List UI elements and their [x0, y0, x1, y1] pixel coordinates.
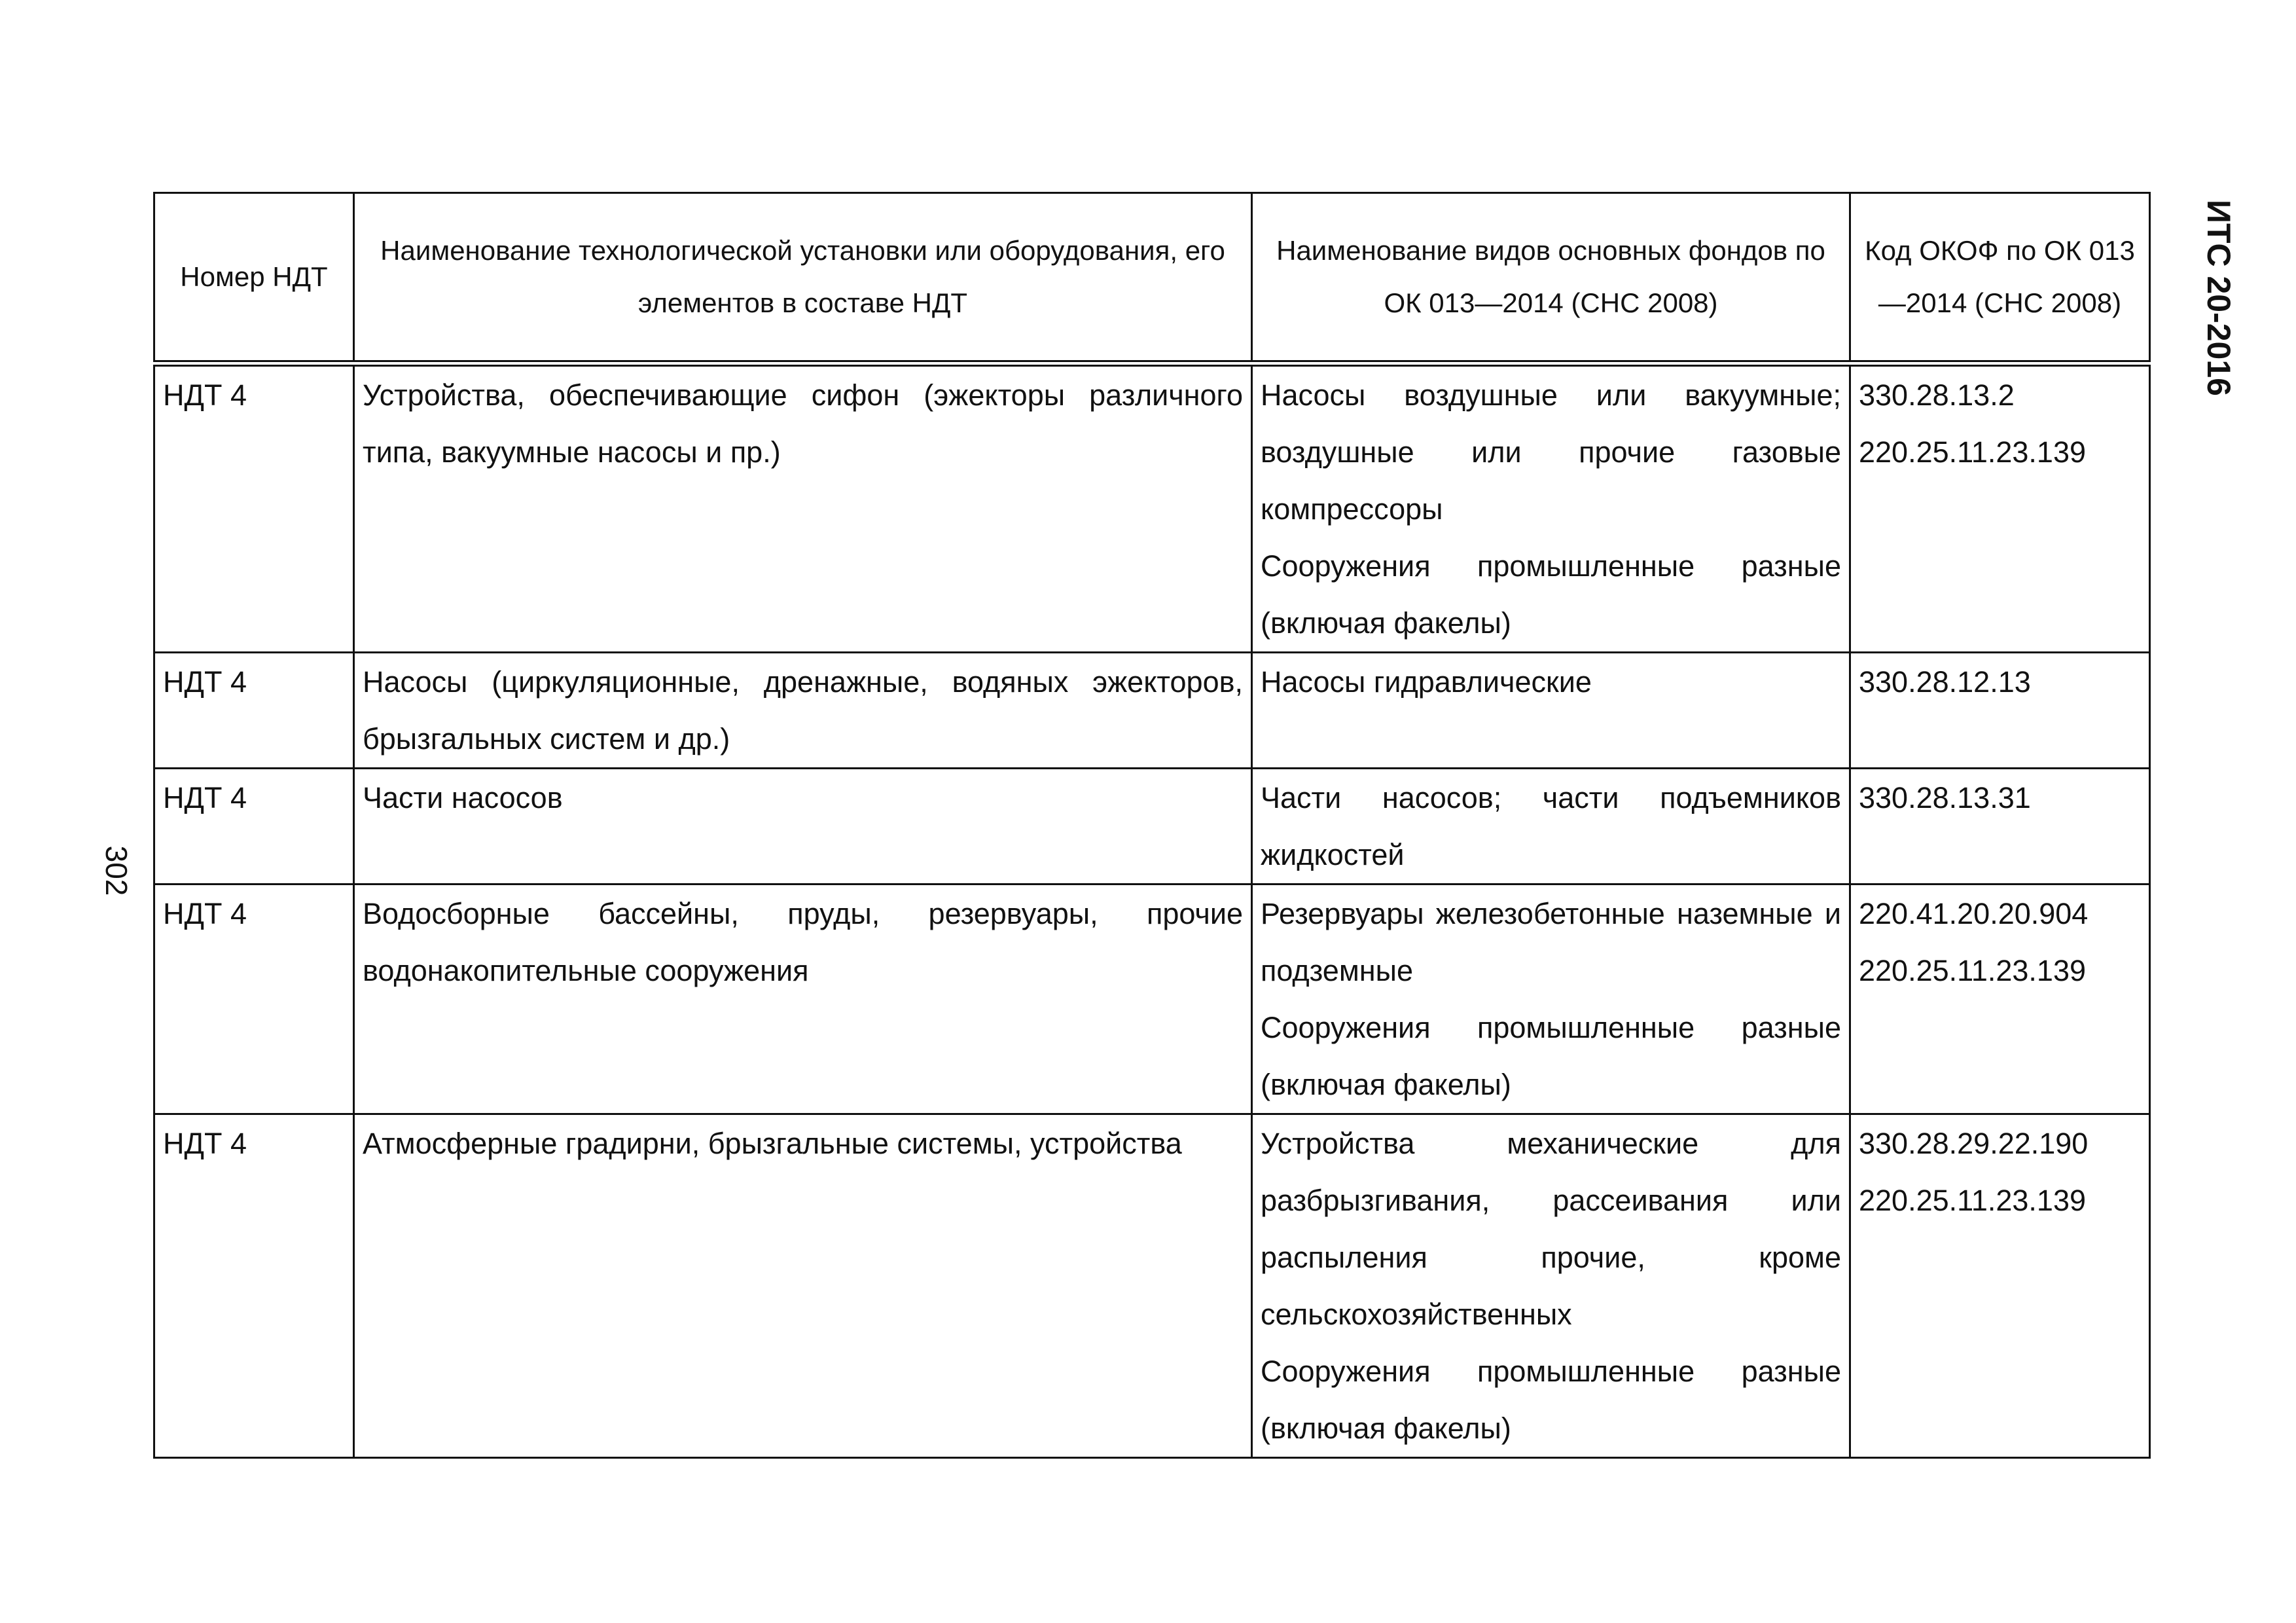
fund-types-cell [1252, 652, 1850, 768]
fund-type-line: Устройства механические для разбрызгивания, рассеивания или распыления прочие, кроме сельскохозяйственных [1261, 1126, 1841, 1331]
okof-code-cell [1850, 652, 2150, 768]
fund-types-cell [1252, 363, 1850, 653]
header-fund-types: Наименование видов основных фондов по ОК 013—2014 (СНС 2008) [1252, 193, 1850, 363]
equipment-cell: Насосы (циркуляционные, дренажные, водяных эжекторов, брызгальных систем и др.) [354, 652, 1252, 768]
okof-code-cell [1850, 363, 2150, 653]
fund-type-line: Сооружения промышленные разные (включая факелы) [1261, 1354, 1841, 1445]
ndt-equipment-table [153, 192, 2151, 1459]
ndt-number-cell: НДТ 4 [154, 1114, 354, 1457]
document-code: ИТС 20-2016 [2200, 200, 2237, 396]
okof-code-cell [1850, 884, 2150, 1114]
header-ndt-number: Номер НДТ [154, 193, 354, 363]
fund-type-line: Насосы гидравлические [1261, 665, 1592, 699]
okof-code-line: 330.28.13.2 [1859, 378, 2015, 412]
okof-code-cell [1850, 768, 2150, 884]
equipment-cell: Части насосов [354, 768, 1252, 884]
okof-code-line: 220.25.11.23.139 [1859, 1183, 2086, 1217]
table-header-row [154, 193, 2150, 363]
fund-types-cell [1252, 768, 1850, 884]
equipment-cell: Устройства, обеспечивающие сифон (эжекторы различного типа, вакуумные насосы и пр.) [354, 363, 1252, 653]
page-number: 302 [99, 845, 134, 896]
okof-code-cell [1850, 1114, 2150, 1457]
okof-code-line: 330.28.13.31 [1859, 780, 2031, 814]
fund-type-line: Резервуары железобетонные наземные и подземные [1261, 896, 1841, 987]
okof-code-line: 330.28.12.13 [1859, 665, 2031, 699]
table-row [154, 1114, 2150, 1457]
fund-type-line: Части насосов; части подъемников жидкостей [1261, 780, 1841, 871]
table-row [154, 363, 2150, 653]
ndt-number-cell: НДТ 4 [154, 768, 354, 884]
fund-type-line: Насосы воздушные или вакуумные; воздушные или прочие газовые компрессоры [1261, 378, 1841, 526]
okof-code-line: 220.41.20.20.904 [1859, 896, 2089, 930]
fund-types-cell [1252, 884, 1850, 1114]
table-row [154, 884, 2150, 1114]
header-equipment-name: Наименование технологической установки или оборудования, его элементов в составе НДТ [354, 193, 1252, 363]
table-row [154, 768, 2150, 884]
table-row [154, 652, 2150, 768]
equipment-cell: Атмосферные градирни, брызгальные системы, устройства [354, 1114, 1252, 1457]
fund-types-cell [1252, 1114, 1850, 1457]
ndt-number-cell: НДТ 4 [154, 363, 354, 653]
fund-type-line: Сооружения промышленные разные (включая факелы) [1261, 549, 1841, 640]
okof-code-line: 330.28.29.22.190 [1859, 1126, 2089, 1160]
header-okof-code: Код ОКОФ по ОК 013—2014 (СНС 2008) [1850, 193, 2150, 363]
equipment-cell: Водосборные бассейны, пруды, резервуары, прочие водонакопительные сооружения [354, 884, 1252, 1114]
fund-type-line: Сооружения промышленные разные (включая факелы) [1261, 1010, 1841, 1101]
okof-code-line: 220.25.11.23.139 [1859, 953, 2086, 987]
ndt-number-cell: НДТ 4 [154, 652, 354, 768]
okof-code-line: 220.25.11.23.139 [1859, 435, 2086, 469]
ndt-number-cell: НДТ 4 [154, 884, 354, 1114]
